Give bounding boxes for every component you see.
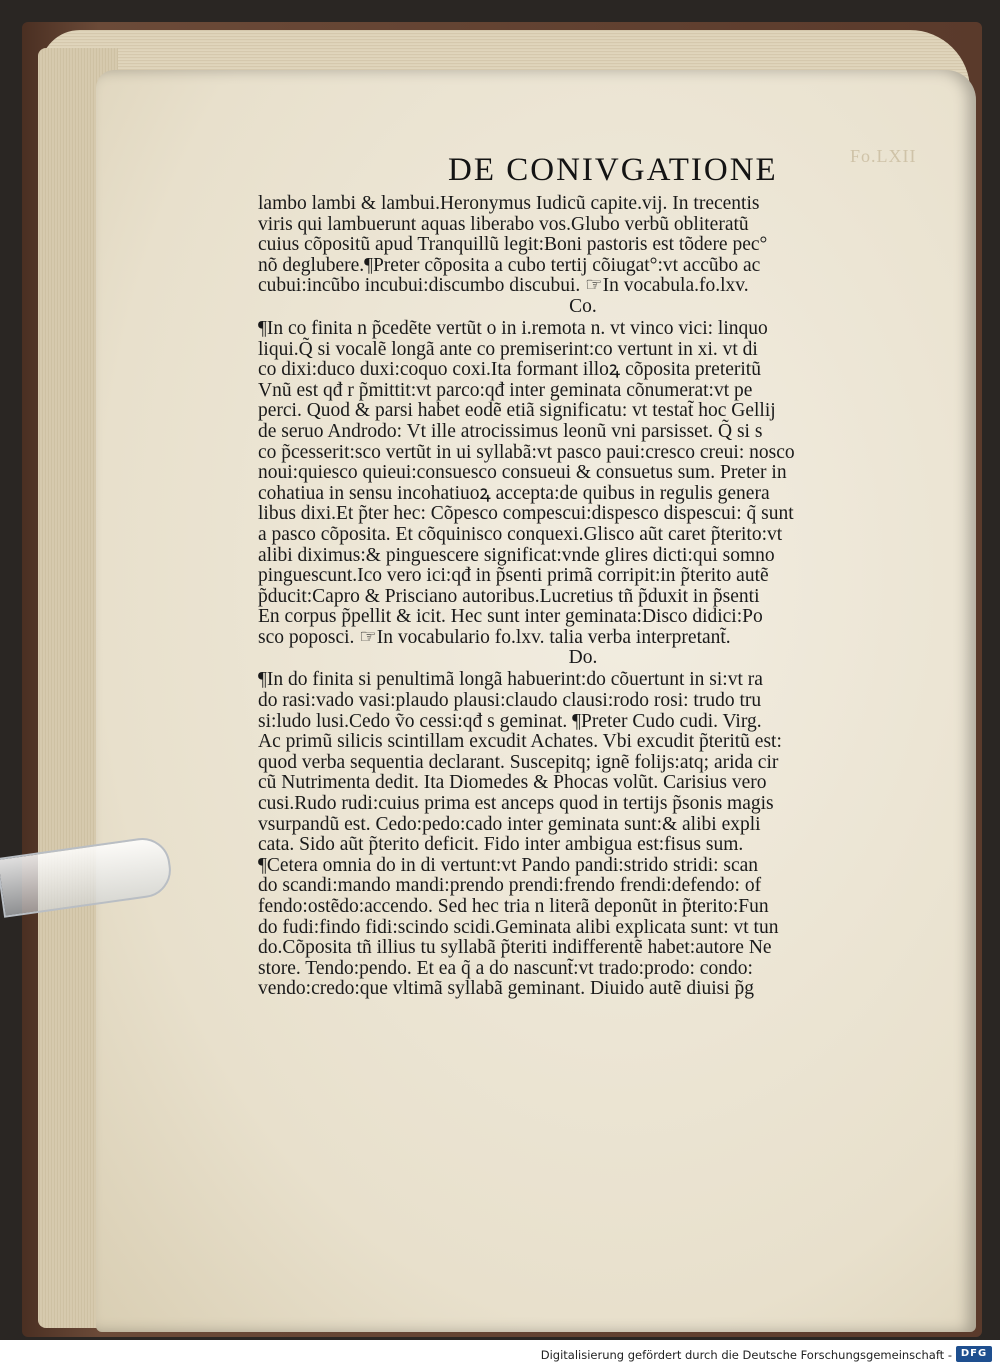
text-line: si:ludo lusi.Cedo ṽo cessi:qđ s geminat. ¶Preter Cudo cudi. Virg. bbox=[258, 710, 762, 732]
text-line: vsurpandũ est. Cedo:pedo:cado inter geminata sunt:& alibi expli bbox=[258, 813, 761, 835]
text-line: ¶In do finita si penultimã longã habuerint:do cõuertunt in si:vt ra bbox=[258, 669, 763, 691]
text-line: do scandi:mando mandi:prendo prendi:frendo frendi:defendo: of bbox=[258, 875, 762, 897]
text-line: co dixi:duco duxi:coquo coxi.Ita formant illoꝝ cõposita preteritũ bbox=[258, 359, 761, 381]
text-line: viris qui lambuerunt aquas liberabo vos.Glubo verbũ obliteratũ bbox=[258, 213, 749, 235]
text-line: ¶Cetera omnia do in di vertunt:vt Pando pandi:strido stridi: scan bbox=[258, 854, 759, 876]
text-line: pinguescunt.Ico vero ici:qđ in p̃senti primã corripit:in p̃terito autẽ bbox=[258, 565, 769, 587]
footer-bar bbox=[0, 1340, 1000, 1371]
text-line: do.Cõposita tñ illius tu syllabã p̃teriti indifferentẽ habet:autore Ne bbox=[258, 937, 772, 959]
text-line: perci. Quod & parsi habet eodẽ etiã significatu: vt testat̃ hoc Gellij bbox=[258, 400, 776, 422]
text-line: Ac primũ silicis scintillam excudit Achates. Vbi excudit p̃teritũ est: bbox=[258, 731, 782, 753]
text-line: sco poposci. ☞In vocabulario fo.lxv. talia verba interpretant̃. bbox=[258, 626, 731, 648]
text-line: ¶In co finita n p̃cedẽte vertũt o in i.remota n. vt vinco vici: linquo bbox=[258, 317, 768, 339]
section-heading: Co. bbox=[569, 295, 597, 317]
text-line: En corpus p̃pellit & icit. Hec sunt inter geminata:Disco didici:Po bbox=[258, 606, 763, 628]
page-body-text bbox=[258, 194, 908, 1000]
text-line: cubui:incũbo incubui:discumbo discubui. ☞In vocabula.fo.lxv. bbox=[258, 275, 749, 297]
funding-credit: Digitalisierung gefördert durch die Deutsche Forschungsgemeinschaft - bbox=[540, 1348, 952, 1362]
text-line: co p̃cesserit:sco vertũt in ui syllabã:vt pasco paui:cresco creui: nosco bbox=[258, 441, 795, 463]
text-line: a pasco cõposita. Et cõquinisco conquexi.Glisco aũt caret p̃terito:vt bbox=[258, 523, 783, 545]
page-heading: DE CONIVGATIONE bbox=[448, 152, 778, 188]
section-heading: Do. bbox=[568, 647, 598, 669]
text-line: fendo:ostẽdo:accendo. Sed hec tria n literã deponũt in p̃terito:Fun bbox=[258, 896, 769, 917]
text-line: do fudi:findo fidi:scindo scidi.Geminata alibi explicata sunt: vt tun bbox=[258, 916, 779, 938]
text-line: cũ Nutrimenta dedit. Ita Diomedes & Phocas volũt. Carisius vero bbox=[258, 772, 767, 794]
text-line: p̃ducit:Capro & Prisciano autoribus.Lucretius tñ p̃duxit in p̃senti bbox=[258, 585, 760, 607]
text-line: de seruo Androdo: Vt ille atrocissimus leonũ vni parsisset. Q̃ si s bbox=[258, 420, 763, 442]
text-line: quod verba sequentia declarant. Suscepitq; ignẽ folijs:atq; arida cir bbox=[258, 751, 779, 773]
text-line: store. Tendo:pendo. Et ea q̃ a do nascunt̃:vt trado:prodo: condo: bbox=[258, 957, 753, 979]
text-line: cata. Sido aũt p̃terito deficit. Fido inter ambigua est:fisus sum. bbox=[258, 834, 744, 856]
text-line: cusi.Rudo rudi:cuius prima est anceps quod in tertijs p̃sonis magis bbox=[258, 793, 774, 815]
text-line: noui:quiesco quieui:consuesco consueui & consuetus sum. Preter in bbox=[258, 462, 787, 484]
text-line: do rasi:vado vasi:plaudo plausi:claudo clausi:rodo rosi: trudo tru bbox=[258, 690, 762, 712]
text-line: cohatiua in sensu incohatiuoꝝ accepta:de quibus in regulis genera bbox=[258, 482, 770, 504]
text-line: nõ deglubere.¶Preter cõposita a cubo tertij cõiugat°:vt accũbo ac bbox=[258, 254, 761, 276]
text-line: alibi diximus:& pinguescere significat:vnde glires dicti:qui somno bbox=[258, 544, 775, 566]
text-line: lambo lambi & lambui.Heronymus Iudicũ capite.vij. In trecentis bbox=[258, 193, 760, 214]
text-line: liqui.Q̃ si vocalẽ longã ante co premiserint:co vertunt in xi. vt di bbox=[258, 338, 758, 360]
text-line: libus dixi.Et p̃ter hec: Cõpesco compescui:dispesco dispescui: q̃ sunt bbox=[258, 503, 794, 525]
text-line: Vnũ est qđ r p̃mittit:vt parco:qđ inter geminata cõnumerat:vt pe bbox=[258, 379, 753, 401]
text-line: vendo:credo:que vltimã syllabã geminant. Diuido autẽ diuisi p̃g bbox=[258, 978, 755, 1000]
folio-number: Fo.LXII bbox=[850, 146, 917, 166]
dfg-logo: DFG bbox=[956, 1346, 992, 1362]
text-line: cuius cõpositũ apud Tranquillũ legit:Boni pastoris est tõdere pec° bbox=[258, 234, 768, 256]
